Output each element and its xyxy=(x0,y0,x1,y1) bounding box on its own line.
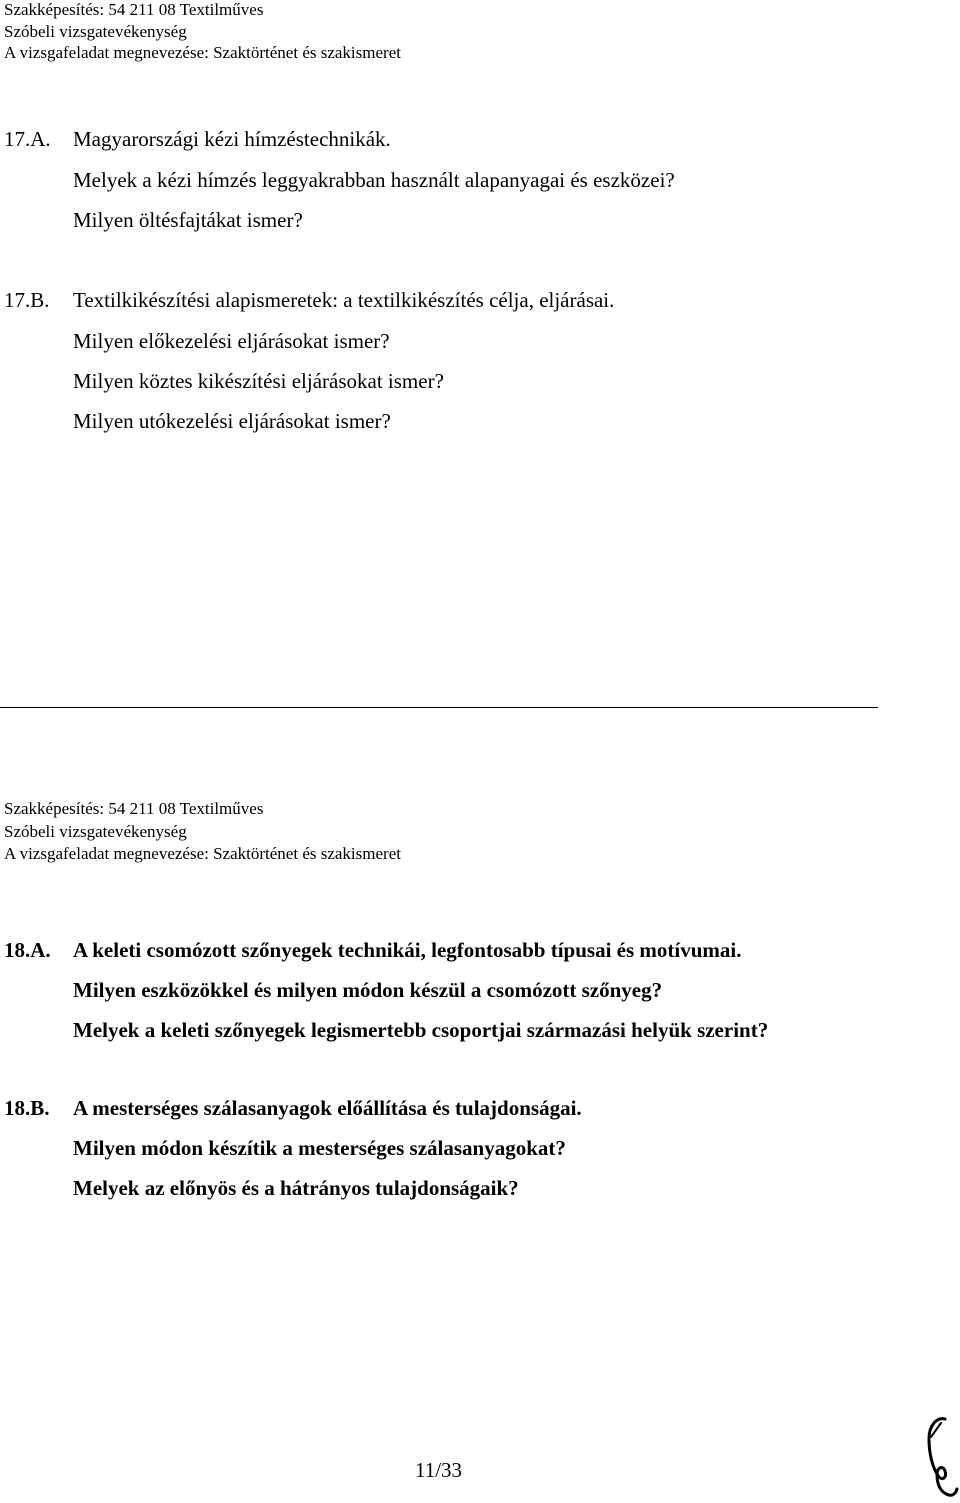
question-number: 17.B. xyxy=(4,288,50,312)
header-exam-activity: Szóbeli vizsgatevékenység xyxy=(4,822,187,841)
question-line: A mesterséges szálasanyagok előállítása és tulajdonságai. xyxy=(73,1096,582,1120)
question-line: Milyen utókezelési eljárásokat ismer? xyxy=(73,409,391,433)
question-line: Textilkikészítési alapismeretek: a textilkikészítés célja, eljárásai. xyxy=(73,288,615,312)
question-line: Milyen köztes kikészítési eljárásokat ismer? xyxy=(73,369,444,393)
question-line: Melyek a kézi hímzés leggyakrabban használt alapanyagai és eszközei? xyxy=(73,168,675,192)
question-line: Magyarországi kézi hímzéstechnikák. xyxy=(73,127,391,151)
question-line: Milyen előkezelési eljárásokat ismer? xyxy=(73,329,390,353)
page-separator xyxy=(0,707,878,708)
header-qualification: Szakképesítés: 54 211 08 Textilműves xyxy=(4,799,264,818)
question-line: Melyek a keleti szőnyegek legismertebb csoportjai származási helyük szerint? xyxy=(73,1018,769,1042)
header-qualification: Szakképesítés: 54 211 08 Textilműves xyxy=(4,0,264,19)
signature-mark xyxy=(915,1415,960,1503)
question-line: Milyen módon készítik a mesterséges szálasanyagokat? xyxy=(73,1136,566,1160)
header-task-name: A vizsgafeladat megnevezése: Szaktörténet és szakismeret xyxy=(4,43,401,62)
question-line: A keleti csomózott szőnyegek technikái, legfontosabb típusai és motívumai. xyxy=(73,938,742,962)
page-number: 11/33 xyxy=(415,1458,463,1482)
question-number: 18.A. xyxy=(4,938,51,962)
question-number: 18.B. xyxy=(4,1096,50,1120)
question-line: Melyek az előnyös és a hátrányos tulajdonságaik? xyxy=(73,1176,519,1200)
question-line: Milyen öltésfajtákat ismer? xyxy=(73,208,303,232)
question-line: Milyen eszközökkel és milyen módon készül a csomózott szőnyeg? xyxy=(73,978,663,1002)
header-task-name: A vizsgafeladat megnevezése: Szaktörténet és szakismeret xyxy=(4,844,401,863)
question-number: 17.A. xyxy=(4,127,51,151)
header-exam-activity: Szóbeli vizsgatevékenység xyxy=(4,22,187,41)
